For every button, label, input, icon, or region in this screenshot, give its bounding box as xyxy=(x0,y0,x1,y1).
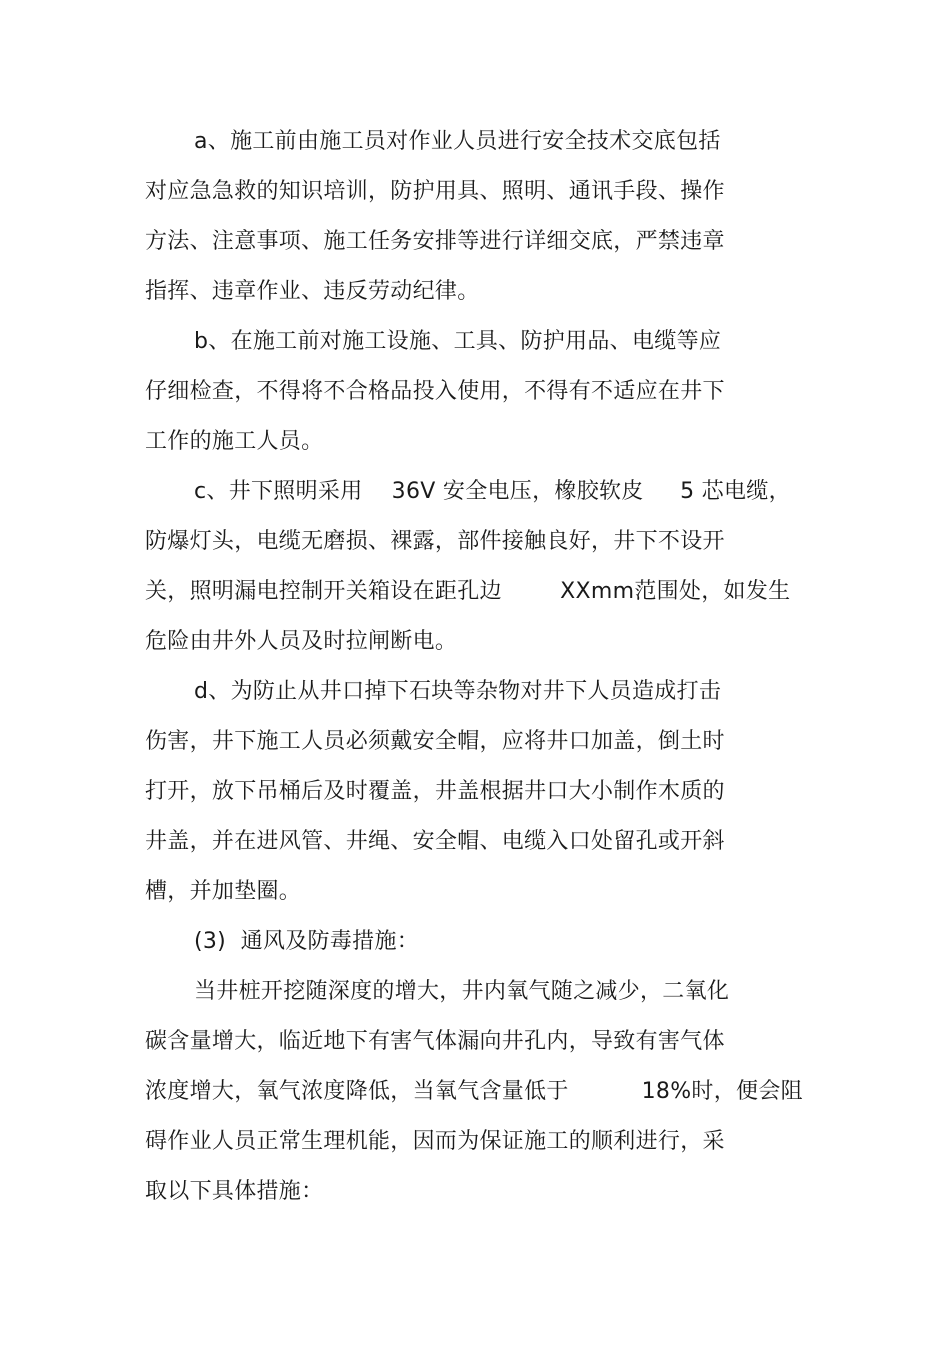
paragraph-a-line-1: a、施工前由施工员对作业人员进行安全技术交底包括 xyxy=(194,129,721,154)
paragraph-d-line-4: 井盖，并在进风管、井绳、安全帽、电缆入口处留孔或开斜 xyxy=(145,829,725,854)
paragraph-d-line-2: 伤害，井下施工人员必须戴安全帽，应将井口加盖，倒土时 xyxy=(145,729,725,754)
paragraph-c-line-2: 防爆灯头，电缆无磨损、裸露，部件接触良好，井下不设开 xyxy=(145,529,725,554)
paragraph-ventilation-line-2: 碳含量增大，临近地下有害气体漏向井孔内，导致有害气体 xyxy=(145,1029,725,1054)
paragraph-c-line-4: 危险由井外人员及时拉闸断电。 xyxy=(145,629,458,654)
paragraph-d-line-5: 槽，并加垫圈。 xyxy=(145,879,302,904)
paragraph-ventilation-line-1: 当井桩开挖随深度的增大，井内氧气随之减少，二氧化 xyxy=(194,979,730,1004)
paragraph-ventilation-line-4: 碍作业人员正常生理机能，因而为保证施工的顺利进行，采 xyxy=(145,1129,725,1154)
paragraph-d-line-3: 打开，放下吊桶后及时覆盖，井盖根据井口大小制作木质的 xyxy=(145,779,725,804)
paragraph-b-line-1: b、在施工前对施工设施、工具、防护用品、电缆等应 xyxy=(194,329,722,354)
paragraph-b-line-3: 工作的施工人员。 xyxy=(145,429,324,454)
paragraph-ventilation-line-3: 浓度增大，氧气浓度降低，当氧气含量低于 18%时，便会阻 xyxy=(145,1079,803,1104)
paragraph-ventilation-line-5: 取以下具体措施： xyxy=(145,1179,324,1204)
paragraph-b-line-2: 仔细检查，不得将不合格品投入使用，不得有不适应在井下 xyxy=(145,379,725,404)
paragraph-c-line-3: 关，照明漏电控制开关箱设在距孔边 XXmm范围处，如发生 xyxy=(145,579,791,604)
section-heading-ventilation: (3) 通风及防毒措施： xyxy=(194,929,420,954)
paragraph-a-line-3: 方法、注意事项、施工任务安排等进行详细交底，严禁违章 xyxy=(145,229,725,254)
paragraph-c-line-1: c、井下照明采用 36V 安全电压，橡胶软皮 5 芯电缆， xyxy=(194,479,791,504)
paragraph-d-line-1: d、为防止从井口掉下石块等杂物对井下人员造成打击 xyxy=(194,679,722,704)
paragraph-a-line-4: 指挥、违章作业、违反劳动纪律。 xyxy=(145,279,480,304)
paragraph-a-line-2: 对应急急救的知识培训，防护用具、照明、通讯手段、操作 xyxy=(145,179,725,204)
